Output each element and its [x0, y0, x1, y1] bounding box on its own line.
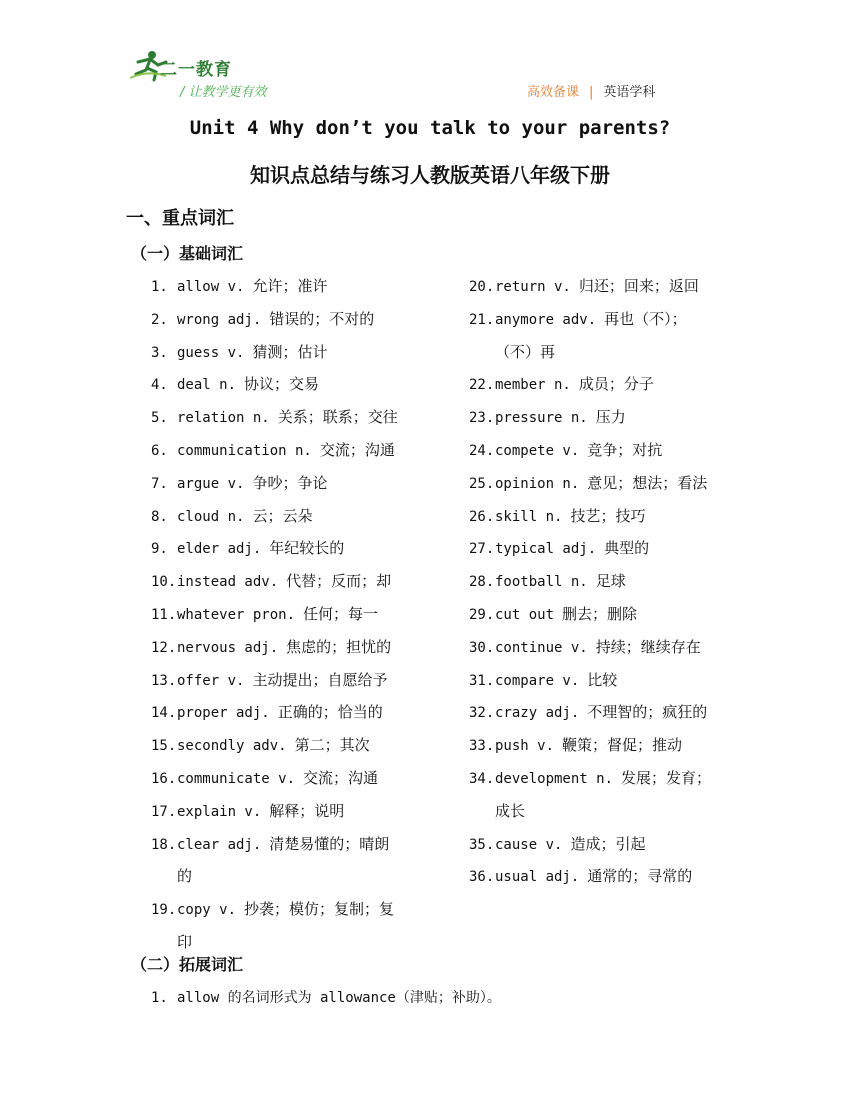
vocab-number: 1. [151, 279, 168, 295]
vocab-number: 28. [469, 574, 495, 591]
vocab-item [469, 406, 626, 427]
vocab-meaning: 通常的；寻常的 [587, 867, 693, 886]
vocab-word: continue v. [495, 639, 588, 656]
vocab-item [469, 701, 707, 722]
expand-item [151, 987, 501, 1007]
expand-number: 1. [151, 990, 168, 1006]
vocab-number: 27. [469, 541, 495, 558]
vocab-meaning: 持续；继续存在 [595, 637, 701, 656]
vocab-word: development n. [495, 771, 614, 787]
vocab-meaning: 再也（不）； [604, 309, 687, 328]
vocab-word: anymore adv. [495, 311, 597, 328]
vocab-word: whatever pron. [177, 607, 296, 623]
vocab-meaning: 典型的 [604, 539, 650, 558]
vocab-word: cut out [495, 607, 555, 623]
vocab-number: 6. [151, 443, 168, 459]
vocab-word: offer v. [177, 672, 245, 689]
vocab-item [151, 603, 378, 624]
vocab-meaning: 抄袭；模仿；复制；复 [244, 900, 395, 919]
vocab-word: push v. [495, 738, 555, 755]
vocab-meaning: 造成；引起 [570, 834, 646, 853]
vocab-meaning: 意见；想法；看法 [587, 473, 708, 492]
vocab-number: 10. [151, 574, 177, 591]
vocab-word: pressure n. [495, 410, 588, 427]
vocab-number: 18. [151, 836, 177, 853]
vocab-word: compare v. [495, 672, 580, 689]
vocab-meaning: 清楚易懂的；晴朗 [269, 834, 390, 853]
vocab-item [469, 439, 662, 460]
vocab-number: 16. [151, 771, 177, 787]
vocab-item [469, 570, 626, 591]
vocab-meaning: 焦虑的；担忧的 [286, 637, 392, 656]
vocab-number: 13. [151, 672, 177, 689]
vocab-number: 12. [151, 639, 177, 656]
vocab-word: elder adj. [177, 541, 262, 558]
vocab-word: copy v. [177, 902, 237, 919]
vocab-item [151, 701, 383, 722]
vocab-word: deal n. [177, 377, 237, 394]
vocab-meaning: 任何；每一 [303, 605, 379, 623]
vocab-meaning: 删去；删除 [562, 605, 638, 623]
vocab-word: allow v. [177, 279, 245, 295]
vocab-item [469, 833, 645, 854]
vocab-number: 7. [151, 475, 168, 492]
vocab-number: 24. [469, 443, 495, 459]
vocab-meaning: 猜测；估计 [252, 342, 328, 361]
vocab-item [151, 800, 344, 821]
vocab-number: 19. [151, 902, 177, 919]
vocab-item [151, 505, 312, 526]
vocab-meaning: 交流；沟通 [319, 441, 395, 459]
vocab-word: proper adj. [177, 705, 270, 722]
vocab-item [469, 505, 645, 526]
vocab-meaning: 云；云朵 [252, 506, 313, 525]
vocab-item [469, 865, 692, 886]
vocab-word: member n. [495, 377, 571, 394]
vocab-number: 22. [469, 377, 495, 394]
vocab-number: 11. [151, 607, 177, 623]
vocab-item [151, 833, 389, 854]
vocab-word: usual adj. [495, 869, 580, 886]
vocab-meaning-cont: 成长 [495, 801, 526, 820]
vocab-word: cloud n. [177, 508, 245, 525]
vocab-number: 25. [469, 475, 495, 492]
vocab-number: 5. [151, 410, 168, 427]
vocab-meaning: 比较 [587, 670, 618, 689]
vocab-number: 21. [469, 311, 495, 328]
vocab-word: communication n. [177, 443, 312, 459]
vocab-number: 2. [151, 311, 168, 328]
slogan: / 让教学更有效 [180, 85, 267, 100]
vocab-item [151, 570, 391, 591]
section-heading-vocab: 一、重点词汇 [126, 208, 234, 229]
vocab-meaning: 压力 [595, 408, 626, 427]
vocab-word: football n. [495, 574, 588, 591]
vocab-item [151, 669, 387, 690]
vocab-number: 23. [469, 410, 495, 427]
vocab-number: 14. [151, 705, 177, 722]
logo-text: 二一教育 [160, 60, 232, 80]
subheading-extended-vocab: （二）拓展词汇 [131, 955, 244, 974]
vocab-number: 17. [151, 803, 177, 820]
vocab-item [151, 537, 344, 558]
vocab-word: explain v. [177, 803, 262, 820]
vocab-item [151, 439, 395, 460]
vocab-meaning: 允许；准许 [252, 277, 328, 295]
page-title-cn: 知识点总结与练习人教版英语八年级下册 [250, 163, 610, 187]
vocab-meaning: 技艺；技巧 [570, 506, 646, 525]
page-title-en: Unit 4 Why don’t you talk to your parents? [189, 117, 671, 139]
vocab-item [469, 373, 654, 394]
tag-efficient-prep: 高效备课 [527, 85, 580, 100]
vocab-number: 36. [469, 869, 495, 886]
vocab-item [469, 275, 699, 296]
vocab-item [151, 734, 370, 755]
vocab-word: nervous adj. [177, 639, 279, 656]
vocab-number: 15. [151, 738, 177, 755]
vocab-meaning: 发展；发育； [621, 769, 712, 787]
vocab-word: crazy adj. [495, 705, 580, 722]
vocab-item [469, 472, 707, 493]
vocab-meaning: 主动提出；自愿给予 [252, 670, 388, 689]
vocab-item [151, 341, 327, 362]
vocab-meaning: 解释；说明 [269, 801, 345, 820]
vocab-meaning: 协议；交易 [244, 375, 320, 394]
vocab-word: relation n. [177, 410, 270, 427]
vocab-word: secondly adv. [177, 738, 287, 755]
vocab-item [151, 898, 394, 919]
vocab-meaning: 争吵；争论 [252, 473, 328, 492]
vocab-word: compete v. [495, 443, 580, 459]
tag-subject: 英语学科 [603, 85, 656, 100]
vocab-meaning: 错误的；不对的 [269, 309, 375, 328]
vocab-meaning: 正确的；恰当的 [277, 703, 383, 722]
vocab-meaning-cont: 印 [177, 933, 193, 951]
vocab-number: 34. [469, 771, 495, 787]
vocab-item [469, 669, 617, 690]
vocab-word: cause v. [495, 836, 563, 853]
vocab-meaning: 归还；回来；返回 [578, 277, 699, 295]
tag-separator: | [589, 85, 594, 100]
vocab-item [151, 472, 327, 493]
vocab-word: skill n. [495, 508, 563, 525]
vocab-number: 30. [469, 639, 495, 656]
vocab-number: 29. [469, 607, 495, 623]
vocab-number: 33. [469, 738, 495, 755]
vocab-word: clear adj. [177, 836, 262, 853]
vocab-item [469, 537, 649, 558]
vocab-number: 8. [151, 508, 168, 525]
vocab-item [151, 767, 378, 788]
vocab-number: 4. [151, 377, 168, 394]
vocab-number: 20. [469, 279, 495, 295]
vocab-meaning: 第二；其次 [294, 736, 370, 755]
vocab-item [151, 373, 319, 394]
vocab-meaning: 鞭策；督促；推动 [562, 736, 683, 755]
vocab-word: wrong adj. [177, 311, 262, 328]
vocab-number: 31. [469, 672, 495, 689]
vocab-item [151, 406, 398, 427]
vocab-item [469, 308, 687, 329]
vocab-item [151, 308, 374, 329]
vocab-item [469, 636, 701, 657]
vocab-item [151, 636, 391, 657]
vocab-number: 26. [469, 508, 495, 525]
vocab-word: instead adv. [177, 574, 279, 591]
vocab-word: opinion n. [495, 475, 580, 492]
vocab-meaning: 交流；沟通 [303, 769, 379, 787]
vocab-word: guess v. [177, 344, 245, 361]
vocab-item [469, 767, 711, 788]
vocab-meaning: 成员；分子 [578, 375, 654, 394]
vocab-meaning: 关系；联系；交往 [277, 408, 398, 427]
expand-text: allow 的名词形式为 allowance（津贴；补助）。 [177, 990, 501, 1006]
vocab-item [151, 275, 327, 296]
vocab-item [469, 603, 637, 624]
vocab-meaning-cont: （不）再 [495, 342, 556, 361]
header-tags [527, 81, 655, 100]
vocab-number: 3. [151, 344, 168, 361]
vocab-meaning: 足球 [595, 572, 626, 591]
vocab-number: 35. [469, 836, 495, 853]
vocab-meaning: 代替；反而；却 [286, 572, 392, 591]
vocab-item [469, 734, 682, 755]
vocab-meaning: 不理智的；疯狂的 [587, 703, 708, 722]
vocab-meaning: 竞争；对抗 [587, 441, 663, 459]
vocab-word: return v. [495, 279, 571, 295]
vocab-meaning-cont: 的 [177, 867, 193, 886]
vocab-meaning: 年纪较长的 [269, 539, 345, 558]
vocab-number: 32. [469, 705, 495, 722]
vocab-word: argue v. [177, 475, 245, 492]
subheading-basic-vocab: （一）基础词汇 [131, 244, 244, 263]
vocab-word: communicate v. [177, 771, 296, 787]
vocab-word: typical adj. [495, 541, 597, 558]
vocab-number: 9. [151, 541, 168, 558]
